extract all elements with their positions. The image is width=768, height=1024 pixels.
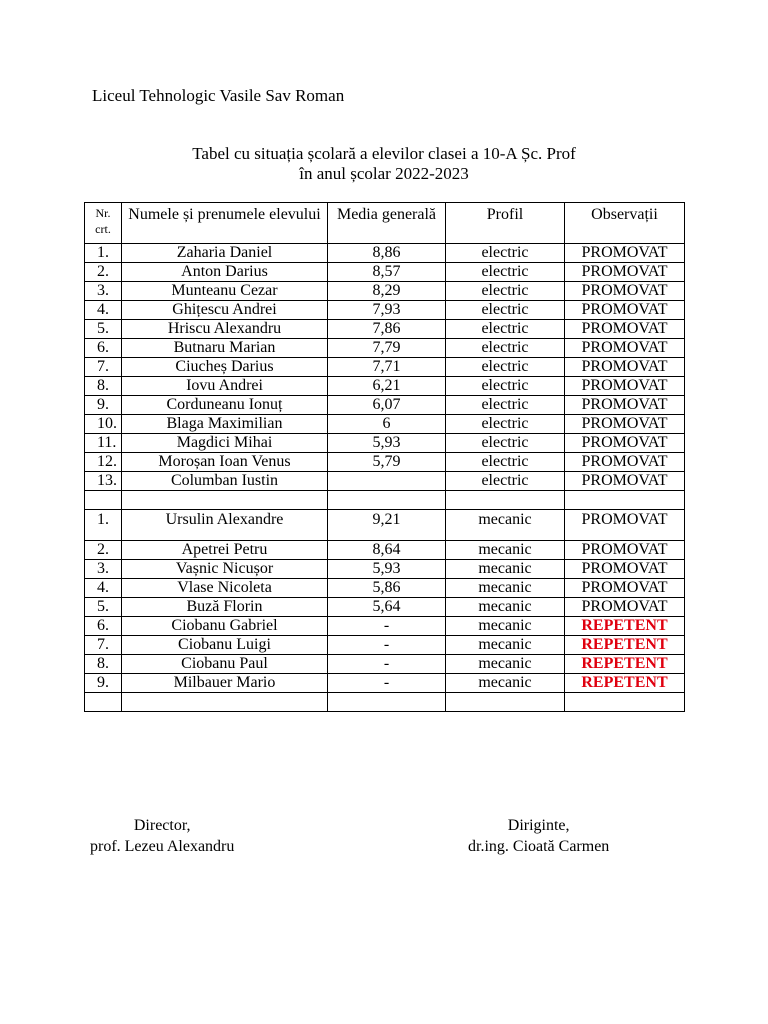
header-observatii: Observații — [565, 203, 685, 244]
cell-media: 6,07 — [328, 396, 446, 415]
table-row — [85, 472, 685, 491]
cell-name: Iovu Andrei — [122, 377, 328, 396]
cell-obs: PROMOVAT — [565, 301, 685, 320]
document-title: Tabel cu situația școlară a elevilor clasei a 10-A Șc. Prof — [192, 144, 576, 163]
cell-name: Magdici Mihai — [122, 434, 328, 453]
cell-media: 7,93 — [328, 301, 446, 320]
cell-name: Buză Florin — [122, 598, 328, 617]
cell-nr: 2. — [85, 263, 122, 282]
cell-nr: 6. — [85, 617, 122, 636]
cell-nr: 2. — [85, 541, 122, 560]
cell-nr: 3. — [85, 560, 122, 579]
cell-obs: PROMOVAT — [565, 453, 685, 472]
cell-obs: REPETENT — [565, 655, 685, 674]
cell-name: Vașnic Nicușor — [122, 560, 328, 579]
cell-nr: 10. — [85, 415, 122, 434]
cell-nr: 5. — [85, 320, 122, 339]
cell-profil: electric — [446, 472, 565, 491]
cell-nr: 12. — [85, 453, 122, 472]
cell-profil: mecanic — [446, 560, 565, 579]
diriginte-name: dr.ing. Cioată Carmen — [468, 838, 610, 855]
cell-obs: PROMOVAT — [565, 396, 685, 415]
blank-cell — [328, 491, 446, 510]
cell-media: 6,21 — [328, 377, 446, 396]
cell-nr: 7. — [85, 636, 122, 655]
cell-name: Ciobanu Luigi — [122, 636, 328, 655]
table-row — [85, 244, 685, 263]
cell-name: Ciobanu Gabriel — [122, 617, 328, 636]
cell-nr: 5. — [85, 598, 122, 617]
cell-name: Butnaru Marian — [122, 339, 328, 358]
blank-cell — [446, 491, 565, 510]
cell-media: 8,86 — [328, 244, 446, 263]
cell-nr: 1. — [85, 510, 122, 541]
cell-name: Ciobanu Paul — [122, 655, 328, 674]
director-signature — [90, 815, 234, 857]
cell-obs: PROMOVAT — [565, 560, 685, 579]
cell-media: 5,79 — [328, 453, 446, 472]
cell-media: 6 — [328, 415, 446, 434]
cell-media: - — [328, 617, 446, 636]
table-row — [85, 339, 685, 358]
cell-media: 7,71 — [328, 358, 446, 377]
cell-name: Ciucheș Darius — [122, 358, 328, 377]
table-row — [85, 396, 685, 415]
cell-media: 8,57 — [328, 263, 446, 282]
cell-obs: PROMOVAT — [565, 579, 685, 598]
cell-nr: 9. — [85, 396, 122, 415]
table-row — [85, 301, 685, 320]
table-row — [85, 541, 685, 560]
cell-obs: REPETENT — [565, 674, 685, 693]
diriginte-title: Diriginte, — [507, 817, 570, 834]
cell-media: 5,86 — [328, 579, 446, 598]
header-nr: Nr. crt. — [85, 203, 122, 244]
cell-profil: mecanic — [446, 636, 565, 655]
diriginte-signature — [468, 815, 609, 857]
cell-profil: mecanic — [446, 674, 565, 693]
cell-media: 7,86 — [328, 320, 446, 339]
cell-profil: mecanic — [446, 655, 565, 674]
cell-profil: electric — [446, 244, 565, 263]
table-row — [85, 598, 685, 617]
header-name: Numele și prenumele elevului — [122, 203, 328, 244]
cell-name: Hriscu Alexandru — [122, 320, 328, 339]
blank-row — [85, 693, 685, 712]
table-row — [85, 453, 685, 472]
header-media: Media generală — [328, 203, 446, 244]
table-row — [85, 510, 685, 541]
table-row — [85, 415, 685, 434]
student-table — [84, 202, 685, 712]
cell-profil: electric — [446, 263, 565, 282]
table-row — [85, 282, 685, 301]
cell-obs: PROMOVAT — [565, 510, 685, 541]
cell-media: - — [328, 655, 446, 674]
cell-name: Munteanu Cezar — [122, 282, 328, 301]
cell-obs: PROMOVAT — [565, 320, 685, 339]
director-name: prof. Lezeu Alexandru — [90, 838, 235, 855]
cell-profil: electric — [446, 282, 565, 301]
school-name: Liceul Tehnologic Vasile Sav Roman — [92, 86, 345, 105]
cell-nr: 11. — [85, 434, 122, 453]
table-row — [85, 377, 685, 396]
cell-profil: mecanic — [446, 510, 565, 541]
blank-cell — [85, 491, 122, 510]
cell-obs: PROMOVAT — [565, 377, 685, 396]
cell-obs: PROMOVAT — [565, 358, 685, 377]
cell-name: Zaharia Daniel — [122, 244, 328, 263]
cell-name: Anton Darius — [122, 263, 328, 282]
cell-profil: electric — [446, 453, 565, 472]
cell-profil: mecanic — [446, 579, 565, 598]
cell-profil: electric — [446, 434, 565, 453]
cell-profil: electric — [446, 377, 565, 396]
cell-nr: 6. — [85, 339, 122, 358]
cell-profil: electric — [446, 415, 565, 434]
cell-name: Vlase Nicoleta — [122, 579, 328, 598]
cell-profil: electric — [446, 320, 565, 339]
cell-nr: 4. — [85, 579, 122, 598]
cell-profil: electric — [446, 396, 565, 415]
table-row — [85, 560, 685, 579]
cell-name: Columban Iustin — [122, 472, 328, 491]
cell-nr: 1. — [85, 244, 122, 263]
header-profil: Profil — [446, 203, 565, 244]
cell-media — [328, 472, 446, 491]
cell-name: Ursulin Alexandre — [122, 510, 328, 541]
cell-profil: mecanic — [446, 598, 565, 617]
cell-obs: PROMOVAT — [565, 472, 685, 491]
blank-cell — [565, 491, 685, 510]
table-row — [85, 674, 685, 693]
table-row — [85, 434, 685, 453]
cell-obs: REPETENT — [565, 617, 685, 636]
blank-cell — [446, 693, 565, 712]
director-title: Director, — [133, 817, 191, 834]
cell-profil: mecanic — [446, 617, 565, 636]
cell-profil: mecanic — [446, 541, 565, 560]
cell-nr: 4. — [85, 301, 122, 320]
cell-nr: 9. — [85, 674, 122, 693]
table-row — [85, 617, 685, 636]
cell-media: 8,64 — [328, 541, 446, 560]
cell-obs: PROMOVAT — [565, 244, 685, 263]
cell-name: Apetrei Petru — [122, 541, 328, 560]
cell-obs: PROMOVAT — [565, 541, 685, 560]
cell-profil: electric — [446, 301, 565, 320]
cell-media: 5,93 — [328, 560, 446, 579]
cell-obs: PROMOVAT — [565, 263, 685, 282]
cell-name: Ghițescu Andrei — [122, 301, 328, 320]
table-row — [85, 320, 685, 339]
cell-nr: 7. — [85, 358, 122, 377]
cell-obs: PROMOVAT — [565, 282, 685, 301]
cell-profil: electric — [446, 358, 565, 377]
cell-nr: 13. — [85, 472, 122, 491]
cell-nr: 3. — [85, 282, 122, 301]
cell-nr: 8. — [85, 377, 122, 396]
blank-row — [85, 491, 685, 510]
blank-cell — [85, 693, 122, 712]
table-row — [85, 655, 685, 674]
table-row — [85, 358, 685, 377]
cell-obs: REPETENT — [565, 636, 685, 655]
table-row — [85, 636, 685, 655]
cell-media: 5,93 — [328, 434, 446, 453]
document-subtitle: în anul școlar 2022-2023 — [299, 164, 469, 183]
cell-name: Corduneanu Ionuț — [122, 396, 328, 415]
cell-obs: PROMOVAT — [565, 434, 685, 453]
cell-media: - — [328, 674, 446, 693]
blank-cell — [122, 693, 328, 712]
cell-media: 8,29 — [328, 282, 446, 301]
table-row — [85, 263, 685, 282]
cell-media: 7,79 — [328, 339, 446, 358]
cell-obs: PROMOVAT — [565, 339, 685, 358]
blank-cell — [122, 491, 328, 510]
table-header — [85, 203, 685, 244]
cell-obs: PROMOVAT — [565, 598, 685, 617]
cell-name: Blaga Maximilian — [122, 415, 328, 434]
blank-cell — [565, 693, 685, 712]
cell-media: 5,64 — [328, 598, 446, 617]
blank-cell — [328, 693, 446, 712]
cell-profil: electric — [446, 339, 565, 358]
cell-media: - — [328, 636, 446, 655]
cell-name: Moroșan Ioan Venus — [122, 453, 328, 472]
table-row — [85, 579, 685, 598]
cell-media: 9,21 — [328, 510, 446, 541]
cell-name: Milbauer Mario — [122, 674, 328, 693]
cell-nr: 8. — [85, 655, 122, 674]
cell-obs: PROMOVAT — [565, 415, 685, 434]
